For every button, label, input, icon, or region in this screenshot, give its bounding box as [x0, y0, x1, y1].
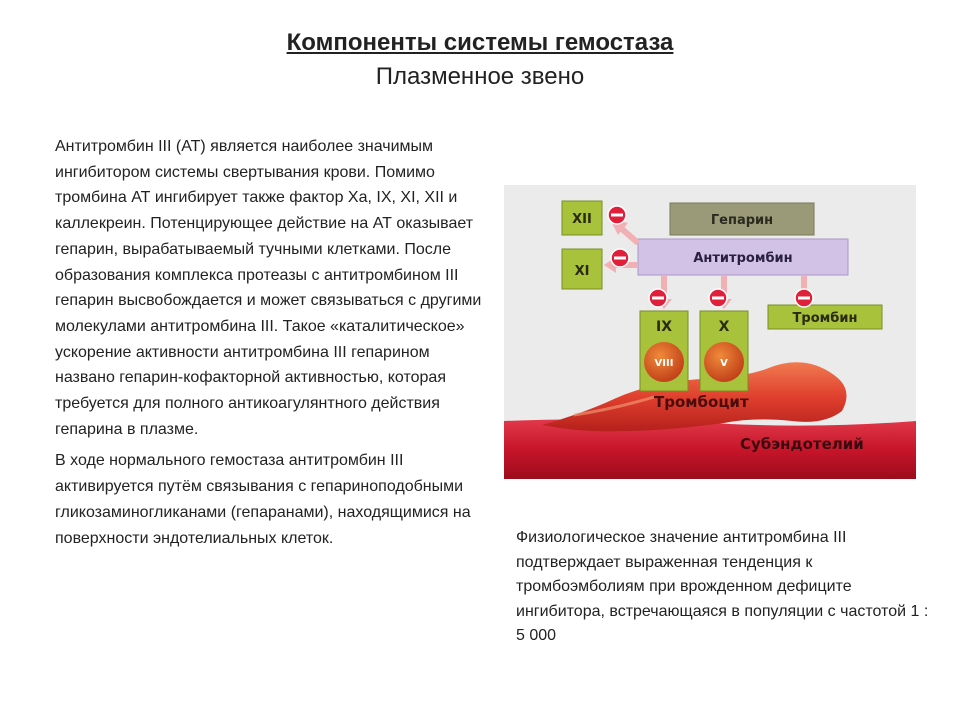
page-subtitle: Плазменное звено: [375, 63, 585, 90]
platelet-label: Тромбоцит: [654, 393, 749, 411]
diagram-svg: [504, 185, 916, 479]
antithrombin-diagram: [504, 185, 916, 479]
antithrombin-box: [638, 239, 848, 275]
thrombin-box: [768, 305, 882, 329]
minus-icon: [608, 206, 626, 224]
minus-icon: [649, 289, 667, 307]
minus-icon: [611, 249, 629, 267]
factor-v-label: V: [720, 358, 728, 369]
thrombin-label: Тромбин: [792, 311, 858, 326]
heparin-label: Гепарин: [710, 213, 774, 228]
page-header: [0, 26, 960, 94]
paragraph-normal-hemostasis: В ходе нормального гемостаза антитромбин III активируется путём связывания с гепариноподобными гликозаминогликанами (гепаранами), находящимися на поверхности эндотелиальных клеток.: [55, 452, 471, 547]
minus-icon: [709, 289, 727, 307]
heparin-box: [670, 203, 814, 235]
paragraph-antithrombin: Антитромбин III (АТ) является наиболее значимым ингибитором системы свертывания крови. Помимо тромбина АТ ингибирует также фактор Ха, IX, XI, XII и каллекреин. Потенцирующее действие на АТ оказывает гепарин, вырабатываемый тучными клетками. После образования комплекса протеазы с антитромбином III гепарин высвобождается и может связываться с другими молекулами антитромбина III. Такое «каталитическое» ускорение активности антитромбина III гепарином названо гепарин-кофакторной активностью, которая требуется для полного антикоагулянтного действия гепарина в плазме.: [55, 138, 482, 438]
factor-x-v: [700, 311, 748, 391]
factor-x-label: X: [718, 319, 730, 335]
antithrombin-label: Антитромбин: [693, 251, 793, 266]
page-title: Компоненты системы гемостаза: [286, 29, 674, 56]
diagram-caption: Физиологическое значение антитромбина III подтверждает выраженная тенденция к тромбоэмболиям при врожденном дефиците ингибитора, встречающаяся в популяции с частотой 1 : 5 000: [516, 529, 929, 644]
factor-xi: [562, 249, 602, 289]
factor-ix-viii: [640, 311, 688, 391]
main-text: [55, 134, 485, 557]
subendothelium-label: Субэндотелий: [740, 435, 864, 453]
factor-ix-label: IX: [655, 319, 673, 335]
factor-xii-label: XII: [572, 212, 592, 227]
factor-viii-label: VIII: [654, 358, 674, 369]
factor-xii: [562, 201, 602, 235]
minus-icon: [795, 289, 813, 307]
factor-xi-label: XI: [574, 264, 590, 279]
platelet-cell: [542, 362, 847, 431]
